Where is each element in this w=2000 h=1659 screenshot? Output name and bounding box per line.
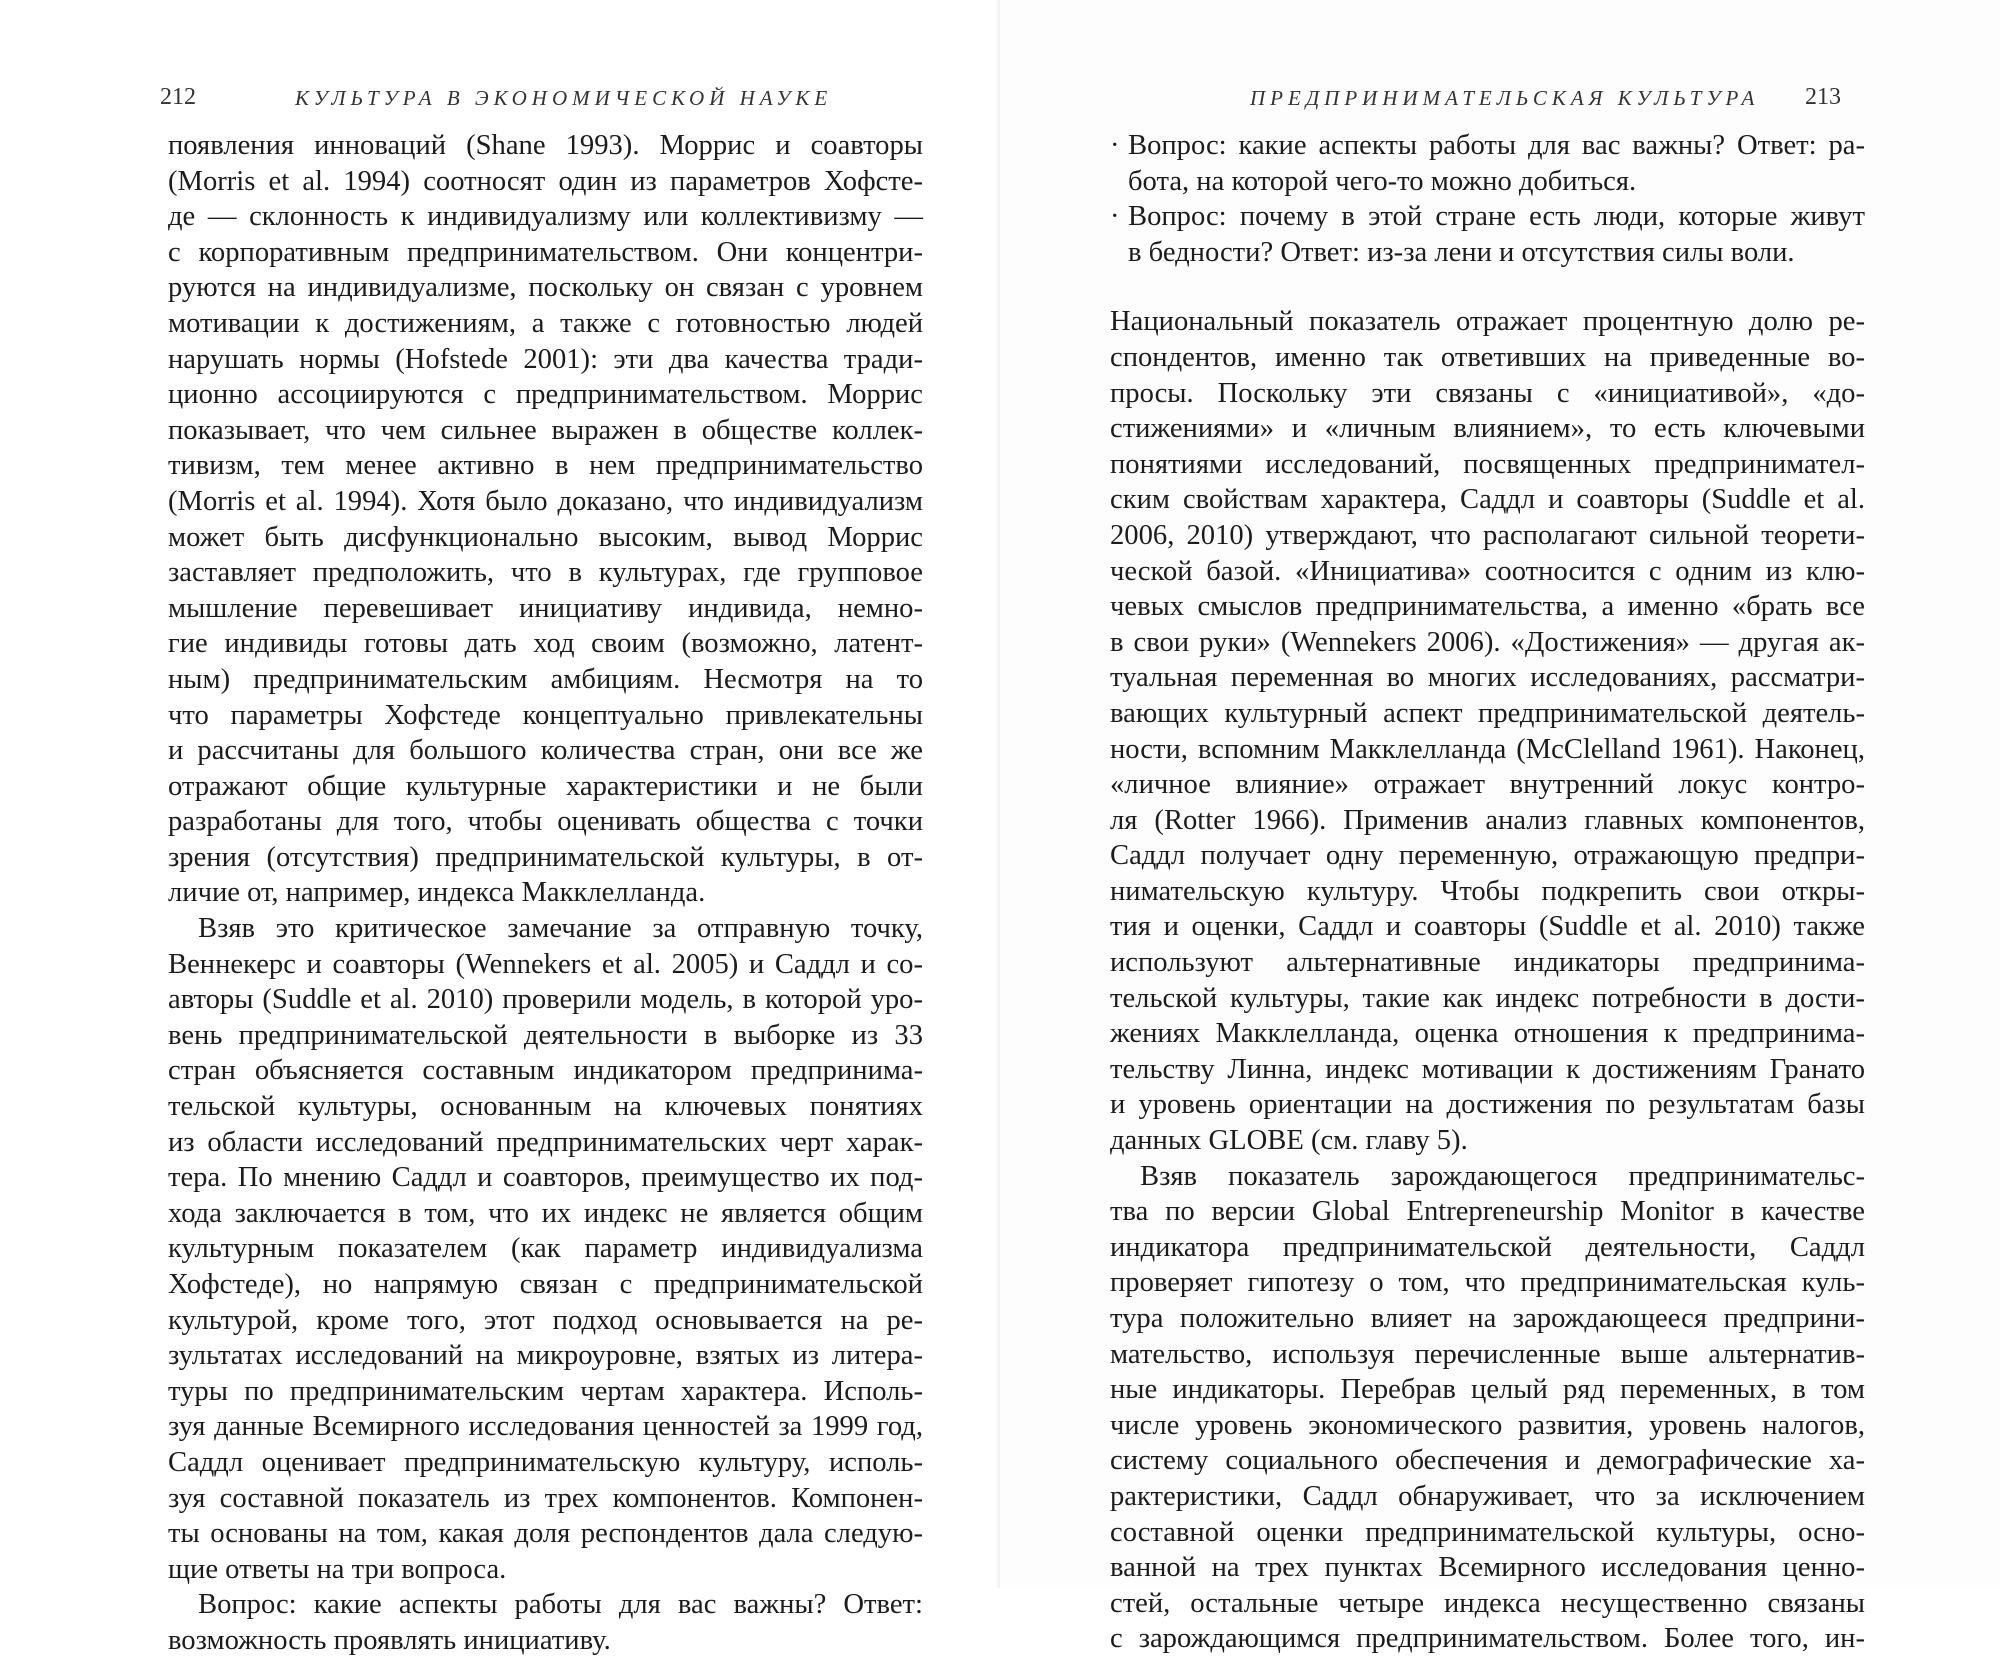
text-line: и уровень ориентации на достижения по результатам базы	[1110, 1089, 1865, 1121]
text-line: мательство, используя перечисленные выше альтернатив-	[1110, 1338, 1865, 1370]
text-line: туры по предпринимательским чертам характера. Исполь-	[168, 1375, 923, 1407]
text-line: ным) предпринимательским амбициям. Несмотря на то	[168, 663, 923, 695]
text-line: стижениями» и «личным влиянием», то есть ключевыми	[1110, 413, 1865, 445]
text-line: вень предпринимательской деятельности в выборке из 33	[168, 1019, 923, 1051]
text-line: появления инноваций (Shane 1993). Моррис и соавторы	[168, 130, 923, 161]
text-line: ванной на трех пунктах Всемирного исследования ценно-	[1110, 1552, 1865, 1584]
text-line: индикатора предпринимательской деятельности, Саддл	[1110, 1231, 1865, 1263]
text-line: тура положительно влияет на зарождающееся предприни-	[1110, 1303, 1865, 1334]
text-line: тия и оценки, Саддл и соавторы (Suddle et al. 2010) также	[1110, 911, 1865, 943]
paragraph-gap	[1110, 270, 1865, 304]
text-line: авторы (Suddle et al. 2010) проверили модель, в которой уро-	[168, 984, 923, 1016]
text-line: 2006, 2010) утверждают, что располагают сильной теорети-	[1110, 519, 1865, 551]
text-line: де — склонность к индивидуализму или коллективизму —	[168, 201, 923, 233]
body-text	[168, 128, 923, 1659]
text-line: тельской культуры, такие как индекс потребности в дости-	[1110, 982, 1865, 1014]
bullet-text: Вопрос: какие аспекты работы для вас важны? Ответ: ра-	[1128, 130, 1865, 161]
bullet-item-line	[1110, 128, 1865, 164]
text-line: ности, вспомним Макклелланда (McClelland 1961). Наконец,	[1110, 733, 1865, 765]
bullet-icon: ·	[1110, 201, 1120, 233]
text-line: хода заключается в том, что их индекс не является общим	[168, 1197, 923, 1229]
text-line: рактеристики, Саддл обнаруживает, что за исключением	[1110, 1480, 1865, 1512]
text-line: ты основаны на том, какая доля респондентов дала следую-	[168, 1518, 923, 1550]
text-line: составной оценки предпринимательской культуры, осно-	[1110, 1516, 1865, 1548]
left-page	[0, 0, 1000, 1656]
text-line: нимательскую культуру. Чтобы подкрепить свои откры-	[1110, 875, 1865, 907]
text-line: показывает, что чем сильнее выражен в обществе коллек-	[168, 414, 923, 446]
text-line: нарушать нормы (Hofstede 2001): эти два качества тради-	[168, 343, 923, 375]
text-line: туальная переменная во многих исследованиях, рассматри-	[1110, 662, 1865, 694]
bullet-text: Вопрос: почему в этой стране есть люди, которые живут	[1128, 201, 1865, 233]
text-line: с корпоративным предпринимательством. Они концентри-	[168, 236, 923, 268]
text-line: тва по версии Global Entrepreneurship Monitor в качестве	[1110, 1196, 1865, 1228]
text-line: культурным показателем (как параметр индивидуализма	[168, 1233, 923, 1265]
paragraph-start-line: Взяв показатель зарождающегося предпринимательс-	[1140, 1160, 1865, 1192]
text-line: Саддл оценивает предпринимательскую культуру, исполь-	[168, 1446, 923, 1478]
text-line: Хофстеде), но напрямую связан с предпринимательской	[168, 1269, 923, 1300]
page-number: 212	[160, 84, 196, 110]
paragraph-start-line: Вопрос: какие аспекты работы для вас важны? Ответ:	[198, 1589, 923, 1621]
text-line: числе уровень экономического развития, уровень налогов,	[1110, 1409, 1865, 1441]
text-line: тера. По мнению Саддл и соавторов, преимущество их под-	[168, 1162, 923, 1194]
text-line: используют альтернативные индикаторы предпринима-	[1110, 947, 1865, 979]
text-line: мотивации к достижениям, а также с готовностью людей	[168, 307, 923, 339]
text-line: понятиями исследований, посвященных предпринимател-	[1110, 448, 1865, 480]
text-line: руются на индивидуализме, поскольку он связан с уровнем	[168, 272, 923, 304]
text-line: может быть дисфункционально высоким, вывод Моррис	[168, 521, 923, 553]
text-line: жениях Макклелланда, оценка отношения к предпринима-	[1110, 1018, 1865, 1050]
text-line: ционно ассоциируются с предпринимательством. Моррис	[168, 379, 923, 411]
right-page	[1000, 0, 2000, 1655]
text-line: зуя составной показатель из трех компонентов. Компонен-	[168, 1482, 923, 1514]
text-line: возможность проявлять инициативу.	[168, 1624, 611, 1656]
bullet-item-line	[1110, 199, 1865, 235]
text-line: щие ответы на три вопроса.	[168, 1553, 507, 1585]
text-line: Национальный показатель отражает процентную долю ре-	[1110, 306, 1865, 338]
text-line: отражают общие культурные характеристики и не были	[168, 770, 923, 802]
body-text	[1110, 128, 1865, 1657]
text-line: из области исследований предпринимательских черт харак-	[168, 1126, 923, 1158]
text-line: данных GLOBE (см. главу 5).	[1110, 1125, 1468, 1157]
text-line: мышление перевешивает инициативу индивида, немно-	[168, 592, 923, 624]
text-line: тельству Линна, индекс мотивации к достижениям Гранато	[1110, 1053, 1865, 1085]
text-line: проверяет гипотезу о том, что предпринимательская куль-	[1110, 1267, 1865, 1299]
text-line: тельской культуры, основанным на ключевых понятиях	[168, 1091, 923, 1123]
text-line: разработаны для того, чтобы оценивать общества с точки	[168, 806, 923, 838]
text-line: личие от, например, индекса Макклелланда.	[168, 877, 706, 909]
running-head: ПРЕДПРИНИМАТЕЛЬСКАЯ КУЛЬТУРА	[1250, 86, 1760, 110]
text-line: и рассчитаны для большого количества стран, они все же	[168, 735, 923, 767]
text-line: стран объясняется составным индикатором предпринима-	[168, 1055, 923, 1087]
page-number: 213	[1805, 84, 1841, 110]
running-head: КУЛЬТУРА В ЭКОНОМИЧЕСКОЙ НАУКЕ	[295, 86, 833, 110]
text-line: Саддл получает одну переменную, отражающую предпри-	[1110, 840, 1865, 872]
text-line: «личное влияние» отражает внутренний локус контро-	[1110, 769, 1865, 801]
bullet-icon: ·	[1110, 130, 1120, 161]
text-line: стей, остальные четыре индекса несущественно связаны	[1110, 1587, 1865, 1619]
paragraph-start-line: Взяв это критическое замечание за отправную точку,	[198, 913, 923, 945]
text-line: ные индикаторы. Перебрав целый ряд переменных, в том	[1110, 1374, 1865, 1406]
bullet-item-line: в бедности? Ответ: из-за лени и отсутствия силы воли.	[1128, 236, 1795, 268]
bullet-item-line: бота, на которой чего-то можно добиться.	[1128, 165, 1637, 197]
text-line: систему социального обеспечения и демографические ха-	[1110, 1445, 1865, 1477]
text-line: зрения (отсутствия) предпринимательской культуры, в от-	[168, 841, 923, 873]
text-line: в свои руки» (Wennekers 2006). «Достижения» — другая ак-	[1110, 626, 1865, 658]
text-line: зуя данные Всемирного исследования ценностей за 1999 год,	[168, 1411, 923, 1443]
text-line: зультатах исследований на микроуровне, взятых из литера-	[168, 1340, 923, 1372]
text-line: ческой базой. «Инициатива» соотносится с одним из клю-	[1110, 555, 1865, 587]
text-line: тивизм, тем менее активно в нем предпринимательство	[168, 450, 923, 482]
text-line: (Morris et al. 1994). Хотя было доказано, что индивидуализм	[168, 485, 923, 517]
text-line: ским свойствам характера, Саддл и соавторы (Suddle et al.	[1110, 484, 1865, 516]
text-line: заставляет предположить, что в культурах, где групповое	[168, 557, 923, 589]
text-line: что параметры Хофстеде концептуально привлекательны	[168, 699, 923, 731]
text-line: (Morris et al. 1994) соотносят один из параметров Хофсте-	[168, 165, 923, 197]
text-line: ля (Rotter 1966). Применив анализ главных компонентов,	[1110, 804, 1865, 836]
text-line: Веннекерс и соавторы (Wennekers et al. 2005) и Саддл и со-	[168, 948, 923, 980]
text-line: чевых смыслов предпринимательства, а именно «брать все	[1110, 591, 1865, 623]
text-line: культурой, кроме того, этот подход основывается на ре-	[168, 1304, 923, 1336]
text-line: просы. Поскольку эти связаны с «инициативой», «до-	[1110, 377, 1865, 409]
text-line: спондентов, именно так ответивших на приведенные во-	[1110, 341, 1865, 373]
text-line: гие индивиды готовы дать ход своим (возможно, латент-	[168, 628, 923, 660]
text-line: с зарождающимся предпринимательством. Более того, ин-	[1110, 1623, 1865, 1655]
text-line: вающих культурный аспект предпринимательской деятель-	[1110, 697, 1865, 729]
